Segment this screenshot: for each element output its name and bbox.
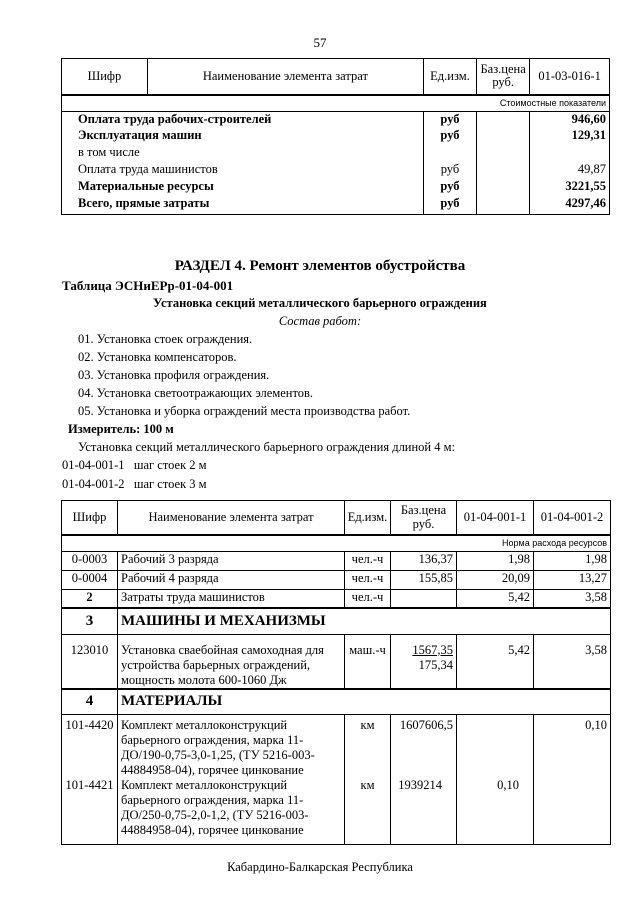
code-cell: 123010 — [62, 634, 118, 689]
list-item: 04. Установка светоотражающих элементов. — [78, 386, 314, 400]
value-cell: 4297,46 — [530, 196, 610, 214]
value-cell: 5,42 — [457, 634, 534, 689]
value-cell: 946,60 — [530, 111, 610, 128]
footer: Кабардино-Балкарская Республика — [227, 860, 413, 874]
value-cell: 13,27 — [534, 570, 611, 589]
unit-cell: руб — [423, 162, 476, 179]
unit-cell: маш.-ч — [345, 634, 391, 689]
value-cell: 0,10 — [534, 715, 611, 779]
header-price: Баз.цена руб. — [391, 501, 457, 535]
variant-1: 01-04-001-1 шаг стоек 2 м — [62, 458, 207, 472]
header-price: Баз.цена руб. — [477, 59, 530, 95]
table-row: Эксплуатация машин — [62, 128, 424, 145]
table-row — [62, 570, 611, 589]
meter: Измеритель: 100 м — [68, 422, 174, 436]
unit-cell: руб — [423, 179, 476, 196]
code-cell: 0-0004 — [62, 570, 118, 589]
empty-cell — [477, 111, 530, 128]
name-cell: Рабочий 4 разряда — [118, 570, 345, 589]
resource-norms-table — [61, 500, 611, 845]
table1-subheader: Стоимостные показатели — [62, 95, 610, 112]
header-unit: Ед.изм. — [345, 501, 391, 535]
price-cell — [391, 634, 457, 689]
cost-summary-table — [61, 58, 610, 215]
price-cell — [391, 589, 457, 608]
name-cell: Рабочий 3 разряда — [118, 551, 345, 570]
table-row: в том числе — [62, 145, 424, 162]
section-row — [62, 608, 611, 634]
section-row — [62, 689, 611, 715]
variant-2: 01-04-001-2 шаг стоек 3 м — [62, 477, 207, 491]
empty-cell — [477, 179, 530, 196]
price-1: 1567,35 — [412, 642, 453, 657]
table-subtitle: Установка секций металлического барьерного ограждения — [153, 296, 487, 310]
table-row — [62, 715, 611, 779]
unit-cell: км — [345, 778, 391, 844]
unit-cell: чел.-ч — [345, 589, 391, 608]
work-title: Состав работ: — [278, 314, 362, 328]
value-cell: 20,09 — [457, 570, 534, 589]
header-code: Шифр — [62, 59, 148, 95]
list-item: 02. Установка компенсаторов. — [78, 350, 237, 364]
empty-cell — [477, 162, 530, 179]
price-cell: 1939214 — [391, 778, 457, 844]
table-id: Таблица ЭСНиЕРр-01-04-001 — [62, 278, 234, 293]
name-cell: Комплект металлоконструкций барьерного ограждения, марка 11-ДО/250-0,75-2,0-1,2, (ТУ 5216-003-44884958-04), горячее цинкование — [118, 778, 345, 844]
unit-cell: руб — [423, 128, 476, 145]
code-cell: 4 — [62, 689, 118, 715]
page-number: 57 — [313, 35, 327, 50]
table-row — [62, 589, 611, 608]
code-cell: 0-0003 — [62, 551, 118, 570]
unit-cell: руб — [423, 196, 476, 214]
table-row: Оплата труда рабочих-строителей — [62, 111, 424, 128]
header-name: Наименование элемента затрат — [147, 59, 423, 95]
value-cell — [534, 778, 611, 844]
header-name: Наименование элемента затрат — [118, 501, 345, 535]
code-cell: 101-4420 — [62, 715, 118, 779]
value-cell: 3221,55 — [530, 179, 610, 196]
value-cell: 5,42 — [457, 589, 534, 608]
header-col1: 01-03-016-1 — [530, 59, 610, 95]
list-item: 01. Установка стоек ограждения. — [78, 332, 253, 346]
section-title: РАЗДЕЛ 4. Ремонт элементов обустройства — [174, 258, 466, 274]
unit-cell: руб — [423, 111, 476, 128]
description: Установка секций металлического барьерного ограждения длиной 4 м: — [78, 440, 456, 454]
empty-cell — [530, 145, 610, 162]
table-row — [62, 634, 611, 689]
name-cell: Затраты труда машинистов — [118, 589, 345, 608]
value-cell: 129,31 — [530, 128, 610, 145]
empty-cell — [477, 196, 530, 214]
price-2: 175,34 — [418, 657, 453, 672]
value-cell — [457, 715, 534, 779]
header-col2: 01-04-001-2 — [534, 501, 611, 535]
code-cell: 3 — [62, 608, 118, 634]
header-code: Шифр — [62, 501, 118, 535]
section-heading: МАТЕРИАЛЫ — [118, 689, 611, 715]
name-cell: Установка сваебойная самоходная для устройства барьерных ограждений, мощность молота 600-1060 Дж — [118, 634, 345, 689]
value-cell: 3,58 — [534, 589, 611, 608]
table2-subheader: Норма расхода ресурсов — [62, 535, 611, 552]
code-cell: 101-4421 — [62, 778, 118, 844]
empty-cell — [477, 145, 530, 162]
price-cell: 155,85 — [391, 570, 457, 589]
table-row — [62, 778, 611, 844]
empty-cell — [423, 145, 476, 162]
code-cell: 2 — [62, 589, 118, 608]
unit-cell: чел.-ч — [345, 551, 391, 570]
header-unit: Ед.изм. — [423, 59, 476, 95]
table-row — [62, 551, 611, 570]
value-cell: 1,98 — [534, 551, 611, 570]
value-cell: 1,98 — [457, 551, 534, 570]
empty-cell — [477, 128, 530, 145]
header-col1: 01-04-001-1 — [457, 501, 534, 535]
table-row: Всего, прямые затраты — [62, 196, 424, 214]
value-cell: 3,58 — [534, 634, 611, 689]
section-heading: МАШИНЫ И МЕХАНИЗМЫ — [118, 608, 611, 634]
unit-cell: км — [345, 715, 391, 779]
unit-cell: чел.-ч — [345, 570, 391, 589]
price-cell: 1607606,5 — [391, 715, 457, 779]
name-cell: Комплект металлоконструкций барьерного ограждения, марка 11-ДО/190-0,75-3,0-1,25, (ТУ 5216-003-44884958-04), горячее цинкование — [118, 715, 345, 779]
list-item: 03. Установка профиля ограждения. — [78, 368, 270, 382]
table-row: Оплата труда машинистов — [62, 162, 424, 179]
value-cell: 0,10 — [457, 778, 534, 844]
price-cell: 136,37 — [391, 551, 457, 570]
table-row: Материальные ресурсы — [62, 179, 424, 196]
list-item: 05. Установка и уборка ограждений места производства работ. — [78, 404, 411, 418]
value-cell: 49,87 — [530, 162, 610, 179]
